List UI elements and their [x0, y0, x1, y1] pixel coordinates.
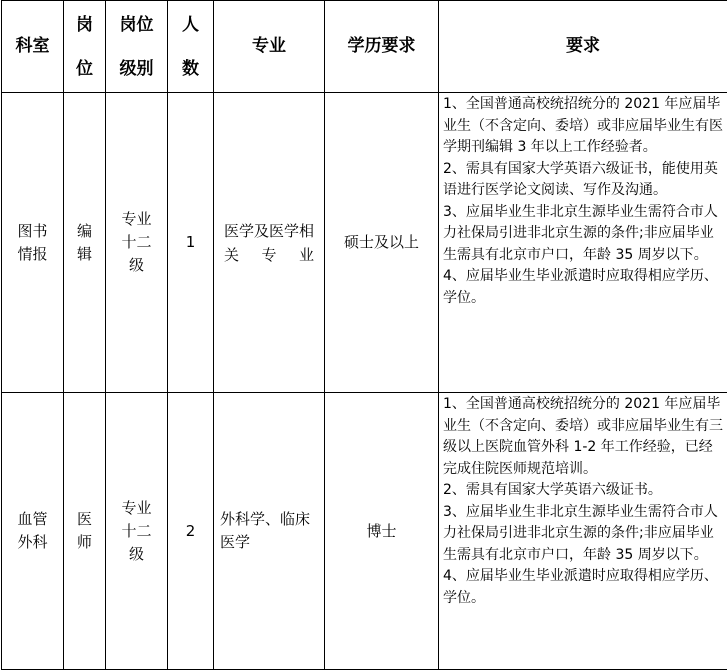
level-line: 专业	[106, 208, 167, 231]
header-count-line: 人	[168, 3, 213, 47]
header-row	[2, 1, 727, 93]
header-major: 专业	[214, 1, 325, 93]
cell-major: 医学及医学相关专业	[214, 93, 325, 393]
dept-line: 外科	[2, 531, 63, 554]
level-line: 十二	[106, 520, 167, 543]
post-line: 编	[64, 220, 105, 243]
level-line: 级	[106, 254, 167, 277]
cell-education: 博士	[325, 393, 439, 670]
cell-level	[106, 93, 168, 393]
header-education: 学历要求	[325, 1, 439, 93]
cell-major: 外科学、临床医学	[214, 393, 325, 670]
cell-count: 1	[168, 93, 214, 393]
requirement-item: 4、应届毕业生毕业派遣时应取得相应学历、学位。	[443, 266, 724, 309]
post-line: 师	[64, 531, 105, 554]
level-line: 专业	[106, 497, 167, 520]
dept-line: 图书	[2, 220, 63, 243]
requirement-item: 1、全国普通高校统招统分的 2021 年应届毕业生（不含定向、委培）或非应届毕业生有三级以上医院血管外科 1-2 年工作经验，已经完成住院医师规范培训。	[443, 394, 724, 480]
requirement-item: 3、应届毕业生非北京生源毕业生需符合市人力社保局引进非北京生源的条件;非应届毕业生需具有北京市户口，年龄 35 周岁以下。	[443, 202, 724, 267]
table-row	[2, 393, 727, 670]
requirement-item: 3、应届毕业生非北京生源毕业生需符合市人力社保局引进非北京生源的条件;非应届毕业生需具有北京市户口，年龄 35 周岁以下。	[443, 502, 724, 567]
header-post-line: 岗	[64, 3, 105, 47]
header-level-line: 级别	[106, 47, 167, 91]
requirement-item: 4、应届毕业生毕业派遣时应取得相应学历、学位。	[443, 566, 724, 609]
post-line: 医	[64, 508, 105, 531]
dept-line: 血管	[2, 508, 63, 531]
recruitment-table	[1, 0, 727, 670]
requirement-item: 1、全国普通高校统招统分的 2021 年应届毕业生（不含定向、委培）或非应届毕业生有医学期刊编辑 3 年以上工作经验者。	[443, 94, 724, 159]
level-line: 级	[106, 543, 167, 566]
cell-dept	[2, 393, 64, 670]
dept-line: 情报	[2, 243, 63, 266]
cell-level	[106, 393, 168, 670]
header-requirements: 要求	[439, 1, 727, 93]
header-post	[64, 1, 106, 93]
level-line: 十二	[106, 231, 167, 254]
header-dept: 科室	[2, 1, 64, 93]
cell-post	[64, 393, 106, 670]
table-row	[2, 93, 727, 393]
header-level	[106, 1, 168, 93]
header-level-line: 岗位	[106, 3, 167, 47]
requirement-item: 2、需具有国家大学英语六级证书。	[443, 480, 724, 502]
header-count	[168, 1, 214, 93]
cell-requirements	[439, 393, 727, 670]
requirement-item: 2、需具有国家大学英语六级证书，能使用英语进行医学论文阅读、写作及沟通。	[443, 159, 724, 202]
header-post-line: 位	[64, 47, 105, 91]
cell-dept	[2, 93, 64, 393]
cell-post	[64, 93, 106, 393]
cell-requirements	[439, 93, 727, 393]
post-line: 辑	[64, 243, 105, 266]
cell-education: 硕士及以上	[325, 93, 439, 393]
cell-count: 2	[168, 393, 214, 670]
header-count-line: 数	[168, 47, 213, 91]
